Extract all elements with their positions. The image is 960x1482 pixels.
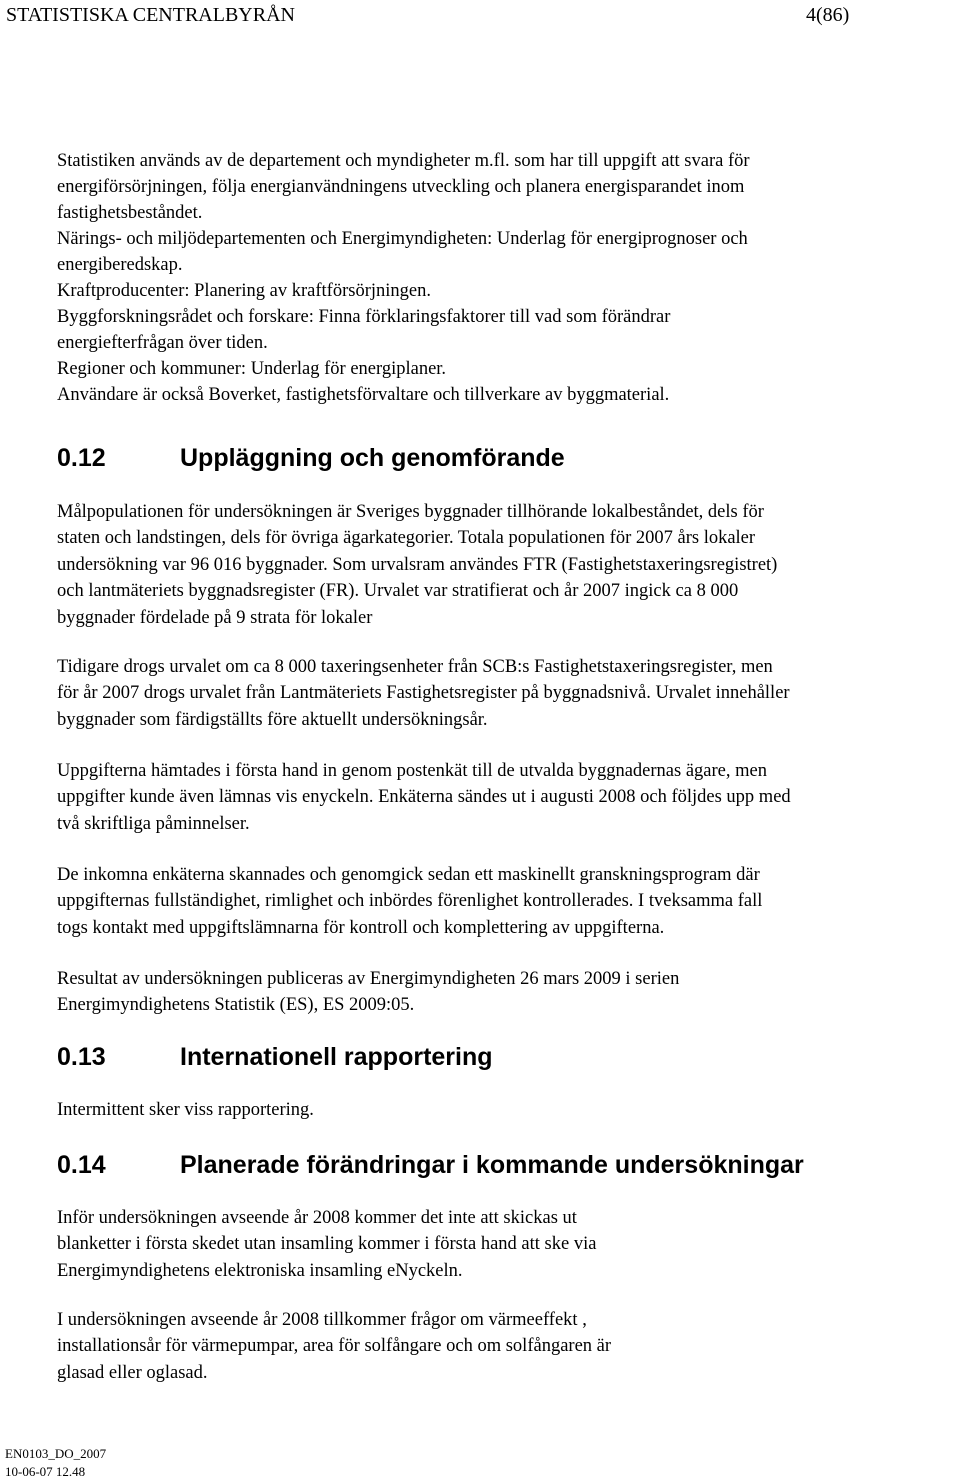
footer-date: 10-06-07 12.48	[5, 1464, 86, 1479]
paragraph-line: I undersökningen avseende år 2008 tillkommer frågor om värmeeffekt ,	[57, 1310, 587, 1330]
section-number: 0.12	[57, 444, 106, 472]
intro-line: energiberedskap.	[57, 255, 183, 275]
paragraph-line: Energimyndighetens elektroniska insamling eNyckeln.	[57, 1260, 463, 1281]
section-title: Planerade förändringar i kommande undersökningar	[180, 1151, 804, 1179]
paragraph	[57, 1307, 959, 1386]
paragraph	[57, 1205, 959, 1284]
paragraph-line: Intermittent sker viss rapportering.	[57, 1100, 314, 1120]
intro-line: Användare är också Boverket, fastighetsförvaltare och tillverkare av byggmaterial.	[57, 385, 670, 405]
paragraph	[57, 862, 959, 941]
page-number: 4(86)	[806, 4, 850, 26]
paragraph	[57, 654, 959, 733]
paragraph	[57, 966, 959, 1019]
intro-line: Byggforskningsrådet och forskare: Finna förklaringsfaktorer till vad som förändrar	[57, 307, 671, 327]
paragraph-line: blanketter i första skedet utan insamling kommer i första hand att ske via	[57, 1234, 597, 1255]
paragraph-line: byggnader som färdigställts före aktuellt undersökningsår.	[57, 709, 488, 730]
paragraph-line: De inkomna enkäterna skannades och genomgick sedan ett maskinellt granskningsprogram där	[57, 865, 760, 885]
paragraph	[57, 1097, 959, 1123]
paragraph-line: togs kontakt med uppgiftslämnarna för kontroll och komplettering av uppgifterna.	[57, 917, 665, 938]
paragraph-line: två skriftliga påminnelser.	[57, 813, 250, 834]
paragraph-line: Uppgifterna hämtades i första hand in genom postenkät till de utvalda byggnadernas ägare, men	[57, 761, 767, 781]
footer-document-code: EN0103_DO_2007	[5, 1446, 107, 1461]
paragraph-line: Tidigare drogs urvalet om ca 8 000 taxeringsenheter från SCB:s Fastighetstaxeringsregister, men	[57, 657, 773, 677]
intro-line: Regioner och kommuner: Underlag för energiplaner.	[57, 359, 447, 379]
paragraph	[57, 499, 959, 631]
intro-line: energiefterfrågan över tiden.	[57, 333, 268, 353]
intro-line: energiförsörjningen, följa energianvändningens utveckling och planera energisparandet inom	[57, 177, 745, 197]
paragraph-line: och lantmäteriets byggnadsregister (FR). Urvalet var stratifierat och år 2007 ingick ca 8 000	[57, 581, 739, 602]
intro-line: Närings- och miljödepartementen och Energimyndigheten: Underlag för energiprognoser och	[57, 229, 748, 249]
section-title: Internationell rapportering	[180, 1043, 493, 1071]
paragraph-line: Inför undersökningen avseende år 2008 kommer det inte att skickas ut	[57, 1208, 577, 1228]
paragraph-line: byggnader fördelade på 9 strata för lokaler	[57, 607, 373, 628]
paragraph-line: undersökning var 96 016 byggnader. Som urvalsram användes FTR (Fastighetstaxeringsregistret)	[57, 554, 778, 575]
paragraph-line: staten och landstingen, dels för övriga ägarkategorier. Totala populationen för 2007 års lokaler	[57, 528, 756, 549]
intro-line: fastighetsbeståndet.	[57, 203, 203, 223]
paragraph-line: glasad eller oglasad.	[57, 1362, 208, 1383]
paragraph-line: installationsår för värmepumpar, area för solfångare och om solfångaren är	[57, 1336, 612, 1357]
paragraph-line: för år 2007 drogs urvalet från Lantmäteriets Fastighetsregister på byggnadsnivå. Urvalet innehåller	[57, 683, 790, 704]
paragraph-line: Energimyndighetens Statistik (ES), ES 2009:05.	[57, 995, 415, 1016]
paragraph-line: Målpopulationen för undersökningen är Sveriges byggnader tillhörande lokalbeståndet, dels för	[57, 502, 764, 522]
paragraph-line: uppgifternas fullständighet, rimlighet och inbördes förenlighet kontrollerades. I tveksamma fall	[57, 891, 763, 912]
paragraph-line: uppgifter kunde även lämnas vis enyckeln. Enkäterna sändes ut i augusti 2008 och följdes upp med	[57, 787, 791, 808]
intro-line: Kraftproducenter: Planering av kraftförsörjningen.	[57, 281, 431, 301]
paragraph-line: Resultat av undersökningen publiceras av Energimyndigheten 26 mars 2009 i serien	[57, 969, 680, 989]
section-number: 0.13	[57, 1043, 106, 1071]
paragraph	[57, 758, 959, 837]
intro-line: Statistiken används av de departement och myndigheter m.fl. som har till uppgift att svara för	[57, 151, 750, 171]
section-title: Uppläggning och genomförande	[180, 444, 565, 472]
document-header-organization: STATISTISKA CENTRALBYRÅN	[6, 4, 295, 26]
section-number: 0.14	[57, 1151, 106, 1179]
